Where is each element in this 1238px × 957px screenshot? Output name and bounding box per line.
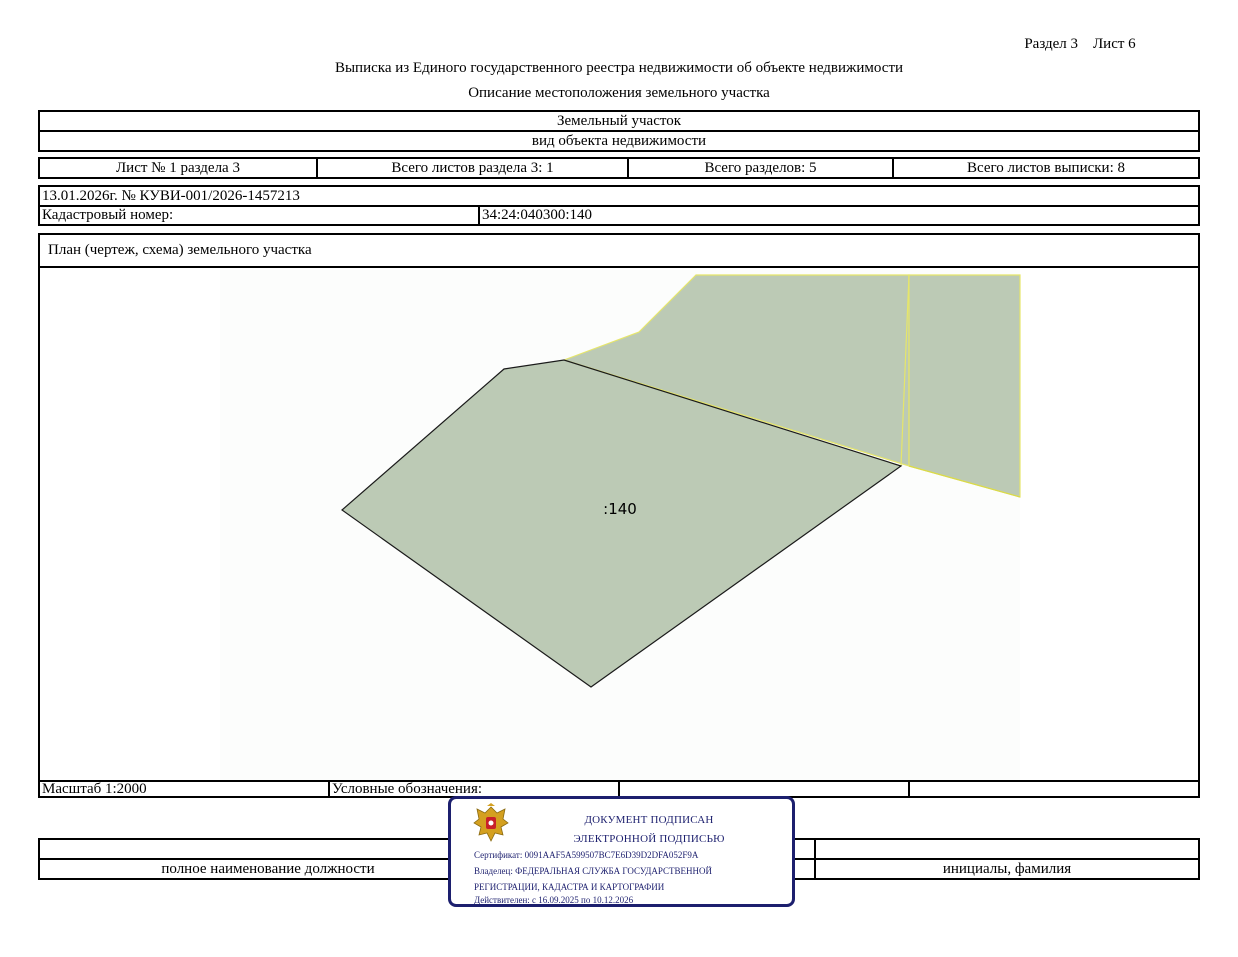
total-sheets-extract: Всего листов выписки: 8: [967, 159, 1125, 176]
electronic-signature-stamp: [448, 796, 795, 907]
section-sheet-label: Раздел 3 Лист 6: [1024, 36, 1136, 52]
eagle-emblem-icon: [471, 803, 511, 845]
position-label: полное наименование должности: [161, 860, 375, 877]
scale-label: Масштаб 1:2000: [42, 780, 147, 797]
cadastral-number-label: Кадастровый номер:: [42, 207, 174, 223]
stamp-owner-line1: Владелец: ФЕДЕРАЛЬНАЯ СЛУЖБА ГОСУДАРСТВЕННОЙ: [474, 866, 713, 876]
stamp-line2: ЭЛЕКТРОННОЙ ПОДПИСЬЮ: [573, 833, 725, 845]
sheet-number: Лист № 1 раздела 3: [116, 159, 240, 176]
document-subtitle: Описание местоположения земельного участка: [468, 85, 770, 101]
cadastral-number-value: 34:24:040300:140: [482, 207, 593, 223]
stamp-owner-line2: РЕГИСТРАЦИИ, КАДАСТРА И КАРТОГРАФИИ: [474, 882, 665, 892]
total-sections: Всего разделов: 5: [704, 159, 817, 176]
legend-symbols-label: Условные обозначения:: [332, 780, 483, 797]
parcel-plan-drawing: [40, 270, 1198, 781]
total-sheets-section: Всего листов раздела 3: 1: [391, 159, 554, 176]
document-title: Выписка из Единого государственного реестра недвижимости об объекте недвижимости: [334, 60, 904, 76]
stamp-valid: Действителен: с 16.09.2025 по 10.12.2026: [474, 895, 634, 905]
sheets-table: [38, 157, 1200, 179]
record-table: [38, 185, 1200, 226]
record-date-number: 13.01.2026г. № КУВИ-001/2026-1457213: [42, 187, 300, 204]
plan-frame: [38, 233, 1200, 798]
name-label: инициалы, фамилия: [942, 860, 1072, 877]
neighbor-parcel-east: [909, 275, 1020, 497]
object-kind: вид объекта недвижимости: [531, 132, 707, 149]
stamp-certificate: Сертификат: 0091AAF5A599507BC7E6D39D2DFA052F9A: [474, 850, 699, 860]
stamp-line1: ДОКУМЕНТ ПОДПИСАН: [584, 814, 714, 826]
object-type-table: [38, 110, 1200, 152]
parcel-label: :140: [603, 500, 637, 518]
object-name: Земельный участок: [556, 112, 682, 129]
plan-heading: План (чертеж, схема) земельного участка: [48, 242, 312, 258]
